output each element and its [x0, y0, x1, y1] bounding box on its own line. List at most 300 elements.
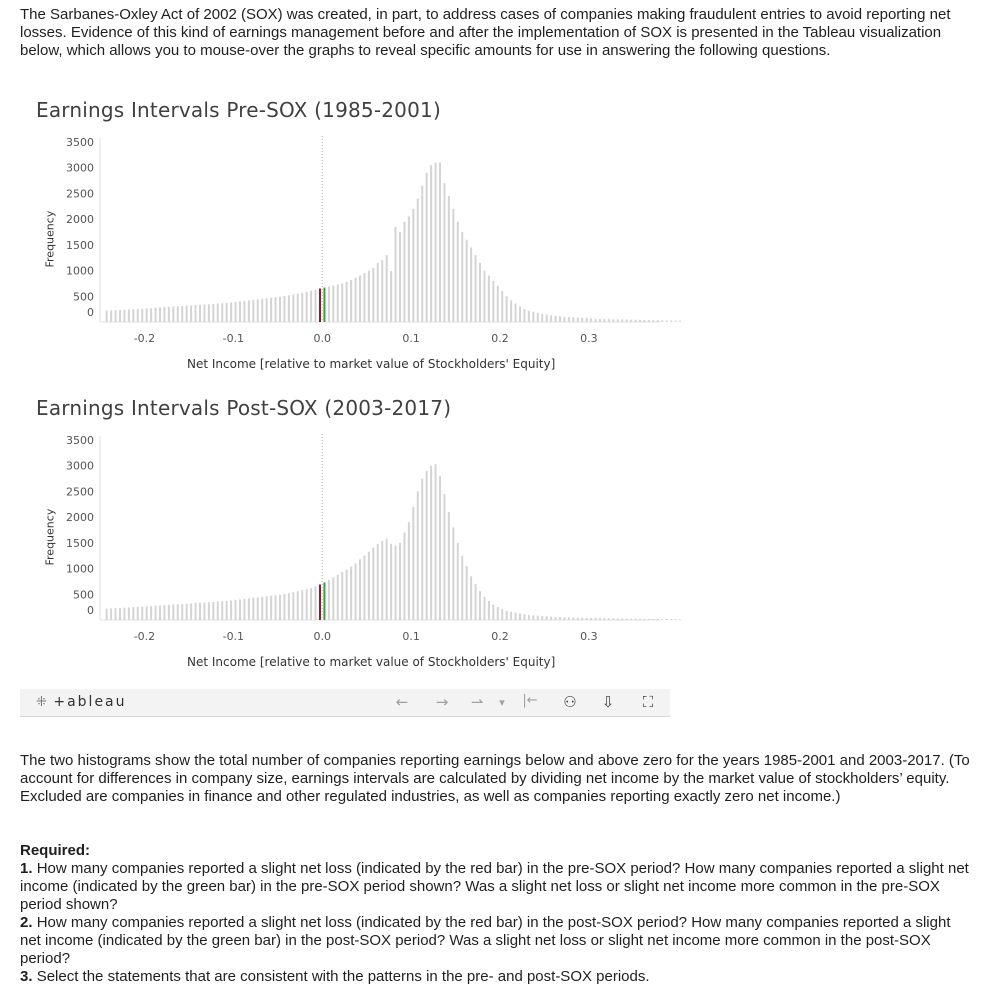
histogram-bar[interactable]: [470, 576, 472, 620]
histogram-bar[interactable]: [306, 589, 308, 620]
histogram-bar[interactable]: [195, 305, 197, 322]
histogram-bar[interactable]: [239, 599, 241, 620]
histogram-bar[interactable]: [146, 606, 148, 620]
histogram-bar[interactable]: [132, 309, 134, 322]
histogram-bar[interactable]: [492, 281, 494, 322]
histogram-bar[interactable]: [550, 617, 552, 620]
histogram-bar[interactable]: [203, 603, 205, 620]
histogram-bar[interactable]: [128, 309, 130, 322]
histogram-bar[interactable]: [563, 317, 565, 322]
histogram-bar[interactable]: [275, 297, 277, 322]
histogram-bar[interactable]: [555, 316, 557, 322]
chart-title-pre-sox: Earnings Intervals Pre-SOX (1985-2001): [36, 98, 441, 122]
histogram-bar[interactable]: [532, 312, 534, 322]
histogram-bar[interactable]: [270, 298, 272, 322]
histogram-bar[interactable]: [328, 287, 330, 322]
tableau-cross-icon: ⁜: [36, 695, 47, 710]
histogram-bar[interactable]: [186, 604, 188, 620]
histogram-bar[interactable]: [150, 606, 152, 620]
histogram-bar[interactable]: [248, 598, 250, 620]
histogram-bar[interactable]: [652, 320, 654, 322]
histogram-bar[interactable]: [466, 566, 468, 620]
histogram-bar[interactable]: [475, 255, 477, 322]
question-3: [20, 968, 970, 986]
histogram-bar[interactable]: [457, 222, 459, 322]
y-tick-label: 500: [73, 290, 94, 304]
y-tick-label: 2000: [66, 511, 94, 525]
histogram-bar[interactable]: [368, 271, 370, 322]
histogram-bar[interactable]: [528, 615, 530, 620]
histogram-bar[interactable]: [315, 290, 317, 322]
histogram-bar[interactable]: [541, 616, 543, 620]
histogram-bar[interactable]: [355, 563, 357, 620]
histogram-bar[interactable]: [599, 618, 601, 620]
histogram-bar[interactable]: [586, 618, 588, 620]
histogram-bar[interactable]: [115, 310, 117, 322]
histogram-bar[interactable]: [155, 308, 157, 322]
y-tick-label: 3000: [66, 459, 94, 473]
histogram-bar[interactable]: [363, 556, 365, 620]
histogram-bar[interactable]: [519, 307, 521, 322]
histogram-bar[interactable]: [172, 307, 174, 322]
histogram-bar[interactable]: [466, 240, 468, 322]
x-tick-label: -0.1: [222, 630, 245, 643]
histogram-bar[interactable]: [359, 559, 361, 620]
histogram-bar[interactable]: [475, 584, 477, 620]
histogram-bar[interactable]: [621, 619, 623, 620]
histogram-bar[interactable]: [235, 600, 237, 620]
histogram-bar[interactable]: [257, 299, 259, 322]
histogram-bar[interactable]: [217, 601, 219, 620]
histogram-bar[interactable]: [172, 605, 174, 620]
histogram-bar[interactable]: [635, 320, 637, 322]
histogram-bar[interactable]: [288, 593, 290, 620]
histogram-bar[interactable]: [359, 276, 361, 322]
histogram-bar[interactable]: [283, 296, 285, 322]
histogram-bar[interactable]: [488, 601, 490, 620]
histogram-bar[interactable]: [261, 597, 263, 620]
slight-net-loss-bar[interactable]: [319, 289, 321, 322]
histogram-bar[interactable]: [119, 310, 121, 322]
histogram-bar[interactable]: [617, 619, 619, 620]
histogram-bar[interactable]: [292, 592, 294, 620]
histogram-bar[interactable]: [212, 602, 214, 620]
histogram-bar[interactable]: [675, 321, 677, 322]
histogram-bar[interactable]: [163, 307, 165, 322]
histogram-bar[interactable]: [355, 278, 357, 322]
histogram-bar[interactable]: [448, 512, 450, 620]
histogram-bar[interactable]: [426, 471, 428, 620]
histogram-bar[interactable]: [612, 618, 614, 620]
revert-icon[interactable]: ⇀: [470, 693, 484, 711]
revert-dropdown-icon[interactable]: ▾: [499, 696, 505, 709]
histogram-bar[interactable]: [675, 619, 677, 620]
histogram-bar[interactable]: [639, 619, 641, 620]
histogram-bar[interactable]: [626, 619, 628, 620]
histogram-bar[interactable]: [266, 298, 268, 322]
histogram-bar[interactable]: [510, 612, 512, 620]
histogram-bar[interactable]: [643, 320, 645, 322]
histogram-bar[interactable]: [506, 611, 508, 620]
redo-icon[interactable]: →: [435, 693, 449, 711]
histogram-bar[interactable]: [648, 619, 650, 620]
histogram-bar[interactable]: [146, 308, 148, 322]
histogram-bar[interactable]: [115, 608, 117, 620]
y-tick-label: 0: [87, 604, 94, 617]
histogram-bar[interactable]: [399, 543, 401, 620]
histogram-bar[interactable]: [617, 319, 619, 322]
histogram-bar[interactable]: [377, 544, 379, 620]
histogram-bar[interactable]: [408, 522, 410, 620]
histogram-bar[interactable]: [186, 306, 188, 322]
histogram-bar[interactable]: [283, 594, 285, 620]
histogram-bar[interactable]: [279, 297, 281, 322]
x-tick-label: 0.0: [313, 332, 331, 345]
histogram-bar[interactable]: [337, 284, 339, 322]
histogram-bar[interactable]: [403, 222, 405, 322]
histogram-bar[interactable]: [666, 619, 668, 620]
histogram-bar[interactable]: [448, 196, 450, 322]
y-tick-label: 0: [87, 306, 94, 319]
histogram-bar[interactable]: [292, 294, 294, 322]
download-icon[interactable]: ⇩: [601, 693, 615, 711]
histogram-bar[interactable]: [212, 304, 214, 322]
histogram-bar[interactable]: [603, 319, 605, 322]
histogram-bar[interactable]: [492, 605, 494, 620]
histogram-bar[interactable]: [377, 263, 379, 322]
histogram-bar[interactable]: [421, 479, 423, 620]
histogram-bar[interactable]: [150, 308, 152, 322]
histogram-bar[interactable]: [310, 588, 312, 620]
histogram-bar[interactable]: [501, 291, 503, 322]
reset-icon[interactable]: |←: [522, 693, 538, 708]
histogram-bar[interactable]: [572, 618, 574, 620]
tableau-logo[interactable]: ⁜ +ableau: [36, 694, 127, 710]
y-axis-label-post-sox: Frequency: [43, 508, 57, 566]
required-heading: Required:: [20, 842, 91, 859]
x-tick-label: -0.1: [222, 332, 245, 345]
share-icon[interactable]: ⚇: [563, 693, 577, 711]
histogram-bar[interactable]: [155, 606, 157, 620]
histogram-bar[interactable]: [328, 580, 330, 620]
histogram-bar[interactable]: [515, 613, 517, 620]
histogram-post-sox[interactable]: [20, 428, 670, 643]
histogram-bar[interactable]: [132, 607, 134, 620]
histogram-bar[interactable]: [595, 618, 597, 620]
histogram-bar[interactable]: [226, 303, 228, 322]
tableau-toolbar: [20, 689, 670, 717]
x-tick-label: 0.3: [580, 630, 598, 643]
histogram-bar[interactable]: [639, 320, 641, 322]
histogram-bar[interactable]: [670, 321, 672, 322]
description-paragraph: The two histograms show the total number of companies reporting earnings below and above zero for the years 1985-2001 and 2003-2017. (To account for differences in company size, earnings intervals are calculated by dividing net income by the market value of stockholders’ equity. Excluded are companies in finance and other regulated industries, as well as companies reporting exactly zero net income.): [20, 752, 970, 805]
histogram-bar[interactable]: [266, 596, 268, 620]
histogram-bar[interactable]: [577, 318, 579, 322]
histogram-bar[interactable]: [608, 618, 610, 620]
histogram-bar[interactable]: [110, 310, 112, 322]
histogram-bar[interactable]: [572, 317, 574, 322]
histogram-bar[interactable]: [537, 313, 539, 322]
histogram-bar[interactable]: [390, 271, 392, 322]
histogram-bar[interactable]: [559, 316, 561, 322]
histogram-bar[interactable]: [568, 317, 570, 322]
histogram-bar[interactable]: [252, 598, 254, 620]
histogram-pre-sox[interactable]: [20, 130, 670, 345]
histogram-bar[interactable]: [555, 617, 557, 620]
histogram-bar[interactable]: [337, 575, 339, 620]
histogram-bar[interactable]: [452, 209, 454, 322]
histogram-bar[interactable]: [417, 491, 419, 620]
histogram-bar[interactable]: [195, 603, 197, 620]
histogram-bar[interactable]: [190, 604, 192, 620]
histogram-bar[interactable]: [430, 466, 432, 620]
histogram-bar[interactable]: [306, 292, 308, 322]
histogram-bar[interactable]: [177, 306, 179, 322]
histogram-bar[interactable]: [426, 173, 428, 322]
histogram-bar[interactable]: [217, 303, 219, 322]
histogram-bar[interactable]: [666, 320, 668, 322]
histogram-bar[interactable]: [346, 282, 348, 322]
histogram-bar[interactable]: [226, 601, 228, 620]
histogram-bar[interactable]: [381, 260, 383, 322]
histogram-bar[interactable]: [435, 163, 437, 322]
histogram-bar[interactable]: [657, 320, 659, 322]
histogram-bar[interactable]: [288, 295, 290, 322]
histogram-bar[interactable]: [181, 306, 183, 322]
histogram-bar[interactable]: [483, 597, 485, 620]
histogram-bar[interactable]: [235, 302, 237, 322]
histogram-bar[interactable]: [199, 603, 201, 620]
histogram-bar[interactable]: [297, 591, 299, 620]
histogram-bar[interactable]: [612, 319, 614, 322]
histogram-bar[interactable]: [248, 300, 250, 322]
histogram-bar[interactable]: [563, 617, 565, 620]
histogram-bar[interactable]: [519, 614, 521, 620]
histogram-bar[interactable]: [515, 303, 517, 322]
histogram-bar[interactable]: [230, 302, 232, 322]
undo-icon[interactable]: ←: [395, 693, 409, 711]
histogram-bar[interactable]: [590, 618, 592, 620]
histogram-bar[interactable]: [443, 183, 445, 322]
question-1-number: 1.: [20, 860, 33, 877]
histogram-bar[interactable]: [386, 539, 388, 620]
histogram-bar[interactable]: [350, 567, 352, 620]
histogram-bar[interactable]: [137, 607, 139, 620]
histogram-bar[interactable]: [403, 533, 405, 620]
histogram-bar[interactable]: [532, 615, 534, 620]
histogram-bar[interactable]: [230, 600, 232, 620]
histogram-bar[interactable]: [577, 618, 579, 620]
y-tick-label: 1000: [66, 562, 94, 576]
histogram-bar[interactable]: [679, 321, 681, 322]
histogram-bar[interactable]: [417, 199, 419, 322]
histogram-bar[interactable]: [275, 595, 277, 620]
histogram-bar[interactable]: [243, 301, 245, 322]
histogram-bar[interactable]: [581, 618, 583, 620]
histogram-bar[interactable]: [510, 300, 512, 322]
histogram-bar[interactable]: [506, 296, 508, 322]
histogram-bar[interactable]: [630, 320, 632, 322]
histogram-bar[interactable]: [270, 596, 272, 620]
question-1: [20, 860, 970, 914]
histogram-bar[interactable]: [123, 608, 125, 620]
histogram-bar[interactable]: [670, 619, 672, 620]
histogram-bar[interactable]: [350, 280, 352, 322]
histogram-bar[interactable]: [372, 547, 374, 620]
x-tick-label: 0.0: [313, 630, 331, 643]
slight-net-income-bar[interactable]: [323, 288, 325, 322]
histogram-bar[interactable]: [630, 619, 632, 620]
histogram-bar[interactable]: [128, 607, 130, 620]
histogram-bar[interactable]: [332, 285, 334, 322]
histogram-bar[interactable]: [568, 617, 570, 620]
y-tick-label: 3500: [66, 434, 94, 447]
histogram-bar[interactable]: [528, 311, 530, 322]
histogram-bar[interactable]: [559, 617, 561, 620]
histogram-bar[interactable]: [537, 616, 539, 620]
histogram-bar[interactable]: [443, 494, 445, 620]
histogram-bar[interactable]: [141, 607, 143, 620]
histogram-bar[interactable]: [581, 318, 583, 322]
histogram-bar[interactable]: [199, 305, 201, 322]
histogram-bar[interactable]: [159, 605, 161, 620]
histogram-bar[interactable]: [497, 286, 499, 322]
histogram-bar[interactable]: [390, 544, 392, 620]
histogram-bar[interactable]: [626, 320, 628, 322]
histogram-bar[interactable]: [408, 217, 410, 322]
histogram-bar[interactable]: [652, 619, 654, 620]
histogram-bar[interactable]: [590, 318, 592, 322]
histogram-bar[interactable]: [439, 476, 441, 620]
histogram-bar[interactable]: [461, 232, 463, 322]
y-tick-label: 1500: [66, 238, 94, 252]
histogram-bar[interactable]: [421, 186, 423, 322]
y-tick-label: 2500: [66, 485, 94, 499]
histogram-bar[interactable]: [315, 587, 317, 620]
histogram-bar[interactable]: [661, 619, 663, 620]
histogram-bar[interactable]: [106, 311, 108, 322]
histogram-bar[interactable]: [341, 283, 343, 322]
histogram-bar[interactable]: [363, 273, 365, 322]
histogram-bar[interactable]: [483, 271, 485, 322]
histogram-bar[interactable]: [368, 552, 370, 620]
histogram-bar[interactable]: [261, 299, 263, 322]
histogram-bar[interactable]: [386, 255, 388, 322]
histogram-bar[interactable]: [501, 609, 503, 620]
histogram-bar[interactable]: [435, 464, 437, 620]
histogram-bar[interactable]: [123, 310, 125, 322]
histogram-bar[interactable]: [470, 247, 472, 322]
histogram-bar[interactable]: [106, 609, 108, 620]
histogram-bar[interactable]: [297, 294, 299, 322]
histogram-bar[interactable]: [595, 319, 597, 322]
histogram-bar[interactable]: [137, 309, 139, 322]
histogram-bar[interactable]: [523, 309, 525, 322]
histogram-bar[interactable]: [110, 608, 112, 620]
x-tick-label: 0.1: [402, 332, 420, 345]
histogram-bar[interactable]: [341, 572, 343, 620]
histogram-bar[interactable]: [301, 590, 303, 620]
histogram-bar[interactable]: [648, 320, 650, 322]
histogram-bar[interactable]: [412, 209, 414, 322]
histogram-bar[interactable]: [452, 527, 454, 620]
histogram-bar[interactable]: [395, 545, 397, 620]
histogram-bar[interactable]: [372, 268, 374, 322]
histogram-bar[interactable]: [119, 608, 121, 620]
histogram-bar[interactable]: [181, 604, 183, 620]
histogram-bar[interactable]: [346, 570, 348, 620]
histogram-bar[interactable]: [279, 595, 281, 620]
histogram-bar[interactable]: [479, 591, 481, 620]
histogram-bar[interactable]: [488, 276, 490, 322]
required-section: [20, 842, 970, 986]
histogram-bar[interactable]: [332, 577, 334, 620]
histogram-bar[interactable]: [177, 604, 179, 620]
y-tick-label: 2500: [66, 187, 94, 201]
histogram-bar[interactable]: [203, 305, 205, 322]
histogram-bar[interactable]: [141, 309, 143, 322]
histogram-bar[interactable]: [439, 163, 441, 322]
histogram-bar[interactable]: [168, 605, 170, 620]
histogram-bar[interactable]: [163, 605, 165, 620]
y-axis-label-pre-sox: Frequency: [43, 210, 57, 268]
histogram-bar[interactable]: [643, 619, 645, 620]
histogram-bar[interactable]: [657, 619, 659, 620]
histogram-bar[interactable]: [461, 556, 463, 620]
histogram-bar[interactable]: [523, 614, 525, 620]
histogram-bar[interactable]: [208, 602, 210, 620]
y-tick-label: 3500: [66, 136, 94, 149]
histogram-bar[interactable]: [603, 618, 605, 620]
fullscreen-icon[interactable]: ⛶: [642, 693, 654, 711]
histogram-bar[interactable]: [679, 619, 681, 620]
histogram-bar[interactable]: [310, 291, 312, 322]
histogram-bar[interactable]: [252, 300, 254, 322]
histogram-bar[interactable]: [430, 165, 432, 322]
histogram-bar[interactable]: [159, 307, 161, 322]
histogram-bar[interactable]: [661, 320, 663, 322]
histogram-bar[interactable]: [586, 318, 588, 322]
histogram-bar[interactable]: [479, 263, 481, 322]
histogram-bar[interactable]: [239, 301, 241, 322]
histogram-bar[interactable]: [546, 616, 548, 620]
histogram-bar[interactable]: [457, 543, 459, 620]
histogram-bar[interactable]: [599, 319, 601, 322]
histogram-bar[interactable]: [635, 619, 637, 620]
histogram-bar[interactable]: [221, 601, 223, 620]
histogram-bar[interactable]: [208, 304, 210, 322]
histogram-bar[interactable]: [550, 315, 552, 322]
histogram-bar[interactable]: [243, 599, 245, 620]
histogram-bar[interactable]: [399, 232, 401, 322]
slight-net-income-bar[interactable]: [323, 582, 325, 620]
slight-net-loss-bar[interactable]: [319, 585, 321, 620]
histogram-bar[interactable]: [221, 303, 223, 322]
histogram-bar[interactable]: [412, 507, 414, 620]
histogram-bar[interactable]: [190, 306, 192, 322]
histogram-bar[interactable]: [608, 319, 610, 322]
histogram-bar[interactable]: [381, 541, 383, 620]
histogram-bar[interactable]: [546, 315, 548, 322]
histogram-bar[interactable]: [257, 597, 259, 620]
histogram-bar[interactable]: [621, 319, 623, 322]
histogram-bar[interactable]: [301, 293, 303, 322]
histogram-bar[interactable]: [168, 307, 170, 322]
histogram-bar[interactable]: [497, 607, 499, 620]
histogram-bar[interactable]: [395, 227, 397, 322]
y-tick-label: 3000: [66, 161, 94, 175]
histogram-bar[interactable]: [541, 314, 543, 322]
